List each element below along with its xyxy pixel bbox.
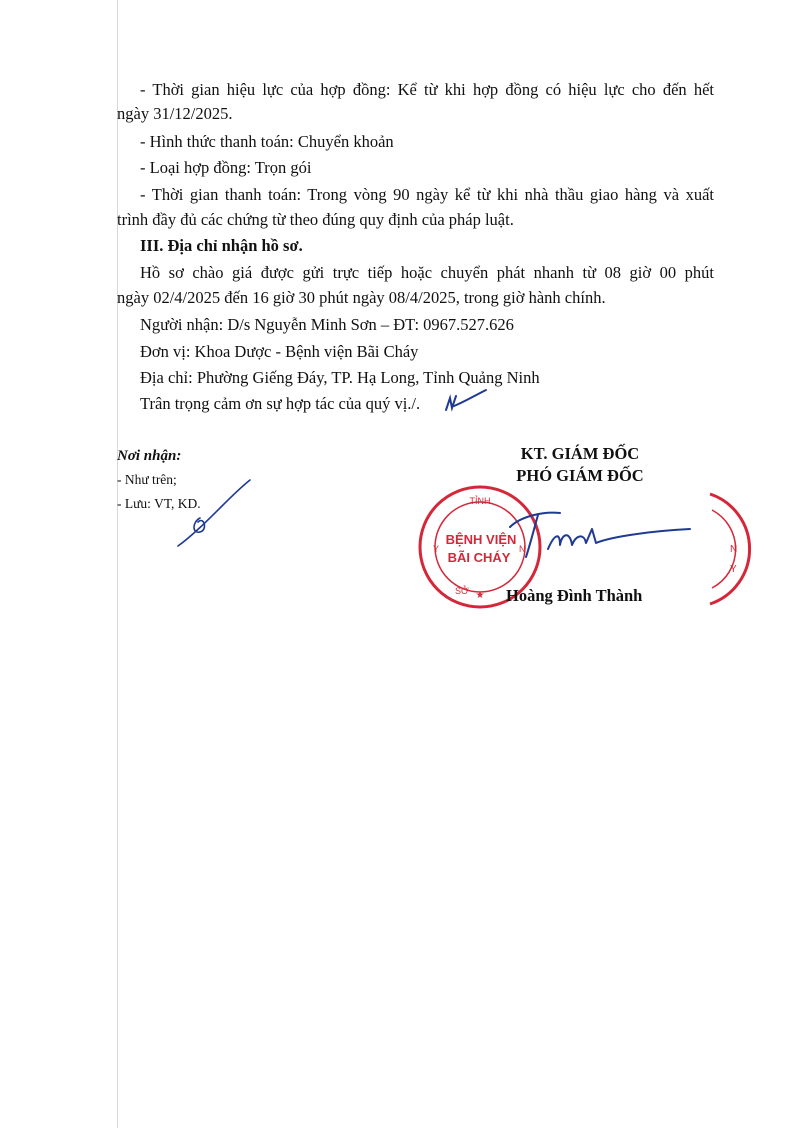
signer-name: Hoàng Đình Thành	[506, 586, 643, 605]
clerk-initial-icon	[170, 478, 260, 553]
contract-validity-line: - Thời gian hiệu lực của hợp đồng: Kể từ khi hợp đồng có hiệu lực cho đến hết	[140, 80, 714, 99]
receiver-item: - Như trên;	[117, 472, 177, 487]
contract-type-line: - Loại hợp đồng: Trọn gói	[140, 158, 312, 177]
svg-text:TỈNH: TỈNH	[469, 496, 491, 506]
payment-time-line: - Thời gian thanh toán: Trong vòng 90 ngày kể từ khi nhà thầu giao hàng và xuất	[140, 185, 714, 204]
submission-paragraph-cont: ngày 02/4/2025 đến 16 giờ 30 phút ngày 08/4/2025, trong giờ hành chính.	[117, 288, 606, 307]
recipient-line: Người nhận: D/s Nguyễn Minh Sơn – ĐT: 0967.527.626	[140, 315, 514, 334]
partial-seal-icon	[700, 490, 760, 610]
svg-text:N: N	[519, 544, 526, 554]
thanks-line: Trân trọng cảm ơn sự hợp tác của quý vị./.	[140, 394, 421, 413]
receivers-title: Nơi nhận:	[117, 448, 182, 464]
payment-method-line: - Hình thức thanh toán: Chuyển khoản	[140, 132, 394, 151]
initial-mark-icon	[440, 388, 490, 418]
director-signature-icon	[490, 505, 700, 575]
address-line: Địa chỉ: Phường Giếng Đáy, TP. Hạ Long, Tỉnh Quảng Ninh	[140, 368, 540, 387]
svg-text:BÃI CHÁY: BÃI CHÁY	[447, 550, 511, 565]
svg-text:SỞ: SỞ	[455, 586, 469, 596]
section-heading: III. Địa chỉ nhận hồ sơ.	[140, 236, 303, 255]
binding-margin-line	[117, 0, 118, 1128]
contract-validity-line-cont: ngày 31/12/2025.	[117, 104, 233, 123]
svg-text:BỆNH VIỆN: BỆNH VIỆN	[445, 532, 517, 547]
receiver-item: - Lưu: VT, KD.	[117, 496, 201, 511]
signature-title: KT. GIÁM ĐỐC	[520, 444, 640, 463]
unit-line: Đơn vị: Khoa Dược - Bệnh viện Bãi Cháy	[140, 342, 419, 361]
payment-time-line-cont: trình đầy đủ các chứng từ theo đúng quy định của pháp luật.	[117, 210, 514, 229]
signature-subtitle: PHÓ GIÁM ĐỐC	[516, 466, 644, 485]
svg-text:★: ★	[475, 590, 485, 601]
svg-text:Y: Y	[433, 544, 440, 554]
svg-text:N: N	[730, 544, 738, 555]
svg-text:Y: Y	[730, 564, 737, 575]
submission-paragraph: Hồ sơ chào giá được gửi trực tiếp hoặc chuyển phát nhanh từ 08 giờ 00 phút	[140, 263, 714, 282]
